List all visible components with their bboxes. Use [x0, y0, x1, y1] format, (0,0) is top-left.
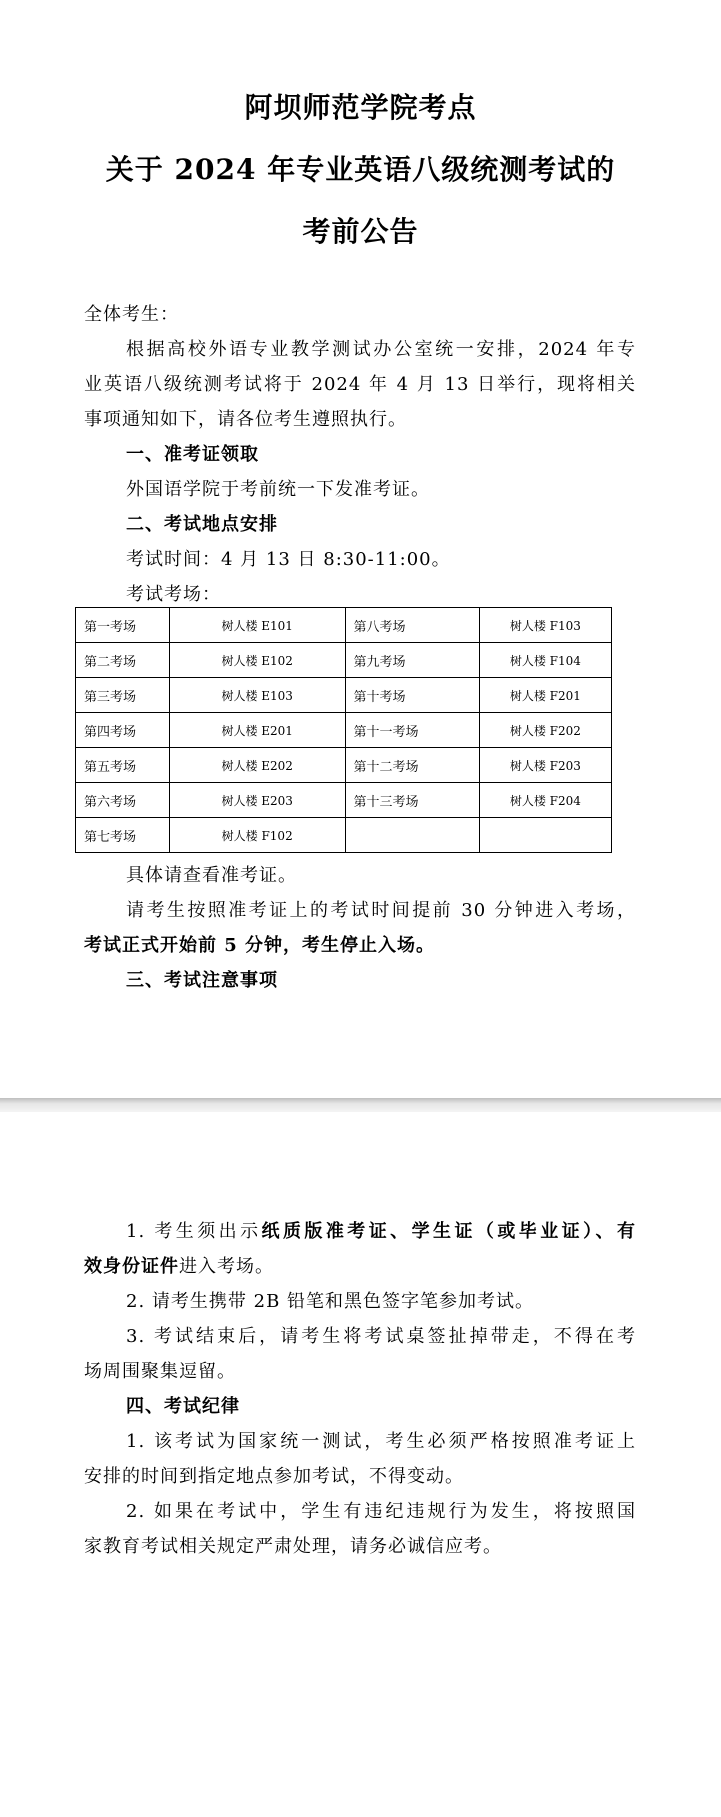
- room-name-cell: 第十三考场: [345, 783, 479, 818]
- room-name-cell: 第十二考场: [345, 748, 479, 783]
- exam-rooms-label: 考试考场：: [126, 584, 221, 605]
- discipline-item-1-line-2: 安排的时间到指定地点参加考试，不得变动。: [84, 1466, 464, 1487]
- room-location-cell: 树人楼 F202: [479, 713, 611, 748]
- discipline-item-2-line-1: 2. 如果在考试中，学生有违纪违规行为发生，将按照国: [126, 1501, 636, 1522]
- intro-line-2: 业英语八级统测考试将于 2024 年 4 月 13 日举行，现将相关: [84, 374, 636, 395]
- room-name-cell: 第二考场: [76, 643, 170, 678]
- room-name-cell: 第三考场: [76, 678, 170, 713]
- section-2-heading: 二、考试地点安排: [126, 514, 278, 535]
- document-page-2: [0, 1112, 721, 1817]
- notice-item-3-line-2: 场周围聚集逗留。: [84, 1361, 236, 1382]
- room-location-cell: 树人楼 F204: [479, 783, 611, 818]
- room-name-cell: 第九考场: [345, 643, 479, 678]
- discipline-item-2-line-2: 家教育考试相关规定严肃处理，请务必诚信应考。: [84, 1536, 502, 1557]
- room-name-cell: 第十一考场: [345, 713, 479, 748]
- room-location-cell: 树人楼 F203: [479, 748, 611, 783]
- room-location-cell: 树人楼 E101: [169, 608, 345, 643]
- table-row: [76, 713, 612, 748]
- intro-line-1: 根据高校外语专业教学测试办公室统一安排，2024 年专: [126, 339, 636, 360]
- room-name-cell: 第四考场: [76, 713, 170, 748]
- table-row: [76, 643, 612, 678]
- room-location-cell: [479, 818, 611, 853]
- notice-item-1-id-card: 效身份证件: [84, 1256, 179, 1277]
- notice-title-line-2: 关于 2024 年专业英语八级统测考试的: [105, 153, 616, 186]
- table-row: [76, 818, 612, 853]
- notice-item-1-line-2: [84, 1255, 274, 1279]
- room-location-cell: 树人楼 F201: [479, 678, 611, 713]
- room-location-cell: 树人楼 E103: [169, 678, 345, 713]
- room-name-cell: 第一考场: [76, 608, 170, 643]
- section-3-heading: 三、考试注意事项: [126, 970, 278, 991]
- table-row: [76, 783, 612, 818]
- room-name-cell: 第五考场: [76, 748, 170, 783]
- intro-line-3: 事项通知如下，请各位考生遵照执行。: [84, 409, 407, 430]
- exam-time: 考试时间：4 月 13 日 8:30-11:00。: [126, 549, 451, 570]
- table-row: [76, 608, 612, 643]
- notice-item-1-suffix: 进入考场。: [179, 1256, 274, 1277]
- notice-title-line-1: 阿坝师范学院考点: [244, 91, 477, 124]
- notice-item-1-prefix: 1. 考生须出示: [126, 1221, 262, 1242]
- section-1-text: 外国语学院于考前统一下发准考证。: [126, 479, 430, 500]
- section-4-heading: 四、考试纪律: [126, 1396, 240, 1417]
- table-row: [76, 678, 612, 713]
- room-name-cell: 第十考场: [345, 678, 479, 713]
- salutation: 全体考生：: [84, 304, 179, 325]
- room-location-cell: 树人楼 E202: [169, 748, 345, 783]
- notice-item-2: 2. 请考生携带 2B 铅笔和黑色签字笔参加考试。: [126, 1291, 535, 1312]
- room-location-cell: 树人楼 E203: [169, 783, 345, 818]
- room-location-cell: 树人楼 F103: [479, 608, 611, 643]
- exam-rooms-table: [75, 607, 612, 853]
- notice-item-1-required-docs: 纸质版准考证、学生证（或毕业证）、有: [261, 1221, 636, 1242]
- check-ticket-note: 具体请查看准考证。: [126, 865, 297, 886]
- room-name-cell: [345, 818, 479, 853]
- page-break: [0, 1098, 721, 1112]
- notice-item-3-line-1: 3. 考试结束后，请考生将考试桌签扯掉带走，不得在考: [126, 1326, 636, 1347]
- notice-item-1-line-1: [126, 1220, 636, 1244]
- arrival-note-line-2: 考试正式开始前 5 分钟，考生停止入场。: [84, 935, 436, 956]
- room-name-cell: 第七考场: [76, 818, 170, 853]
- table-row: [76, 748, 612, 783]
- section-1-heading: 一、准考证领取: [126, 444, 259, 465]
- room-location-cell: 树人楼 E102: [169, 643, 345, 678]
- arrival-note-line-1: 请考生按照准考证上的考试时间提前 30 分钟进入考场，: [126, 900, 636, 921]
- discipline-item-1-line-1: 1. 该考试为国家统一测试，考生必须严格按照准考证上: [126, 1431, 636, 1452]
- notice-title-line-3: 考前公告: [302, 215, 419, 248]
- room-location-cell: 树人楼 E201: [169, 713, 345, 748]
- room-location-cell: 树人楼 F102: [169, 818, 345, 853]
- room-name-cell: 第八考场: [345, 608, 479, 643]
- room-location-cell: 树人楼 F104: [479, 643, 611, 678]
- room-name-cell: 第六考场: [76, 783, 170, 818]
